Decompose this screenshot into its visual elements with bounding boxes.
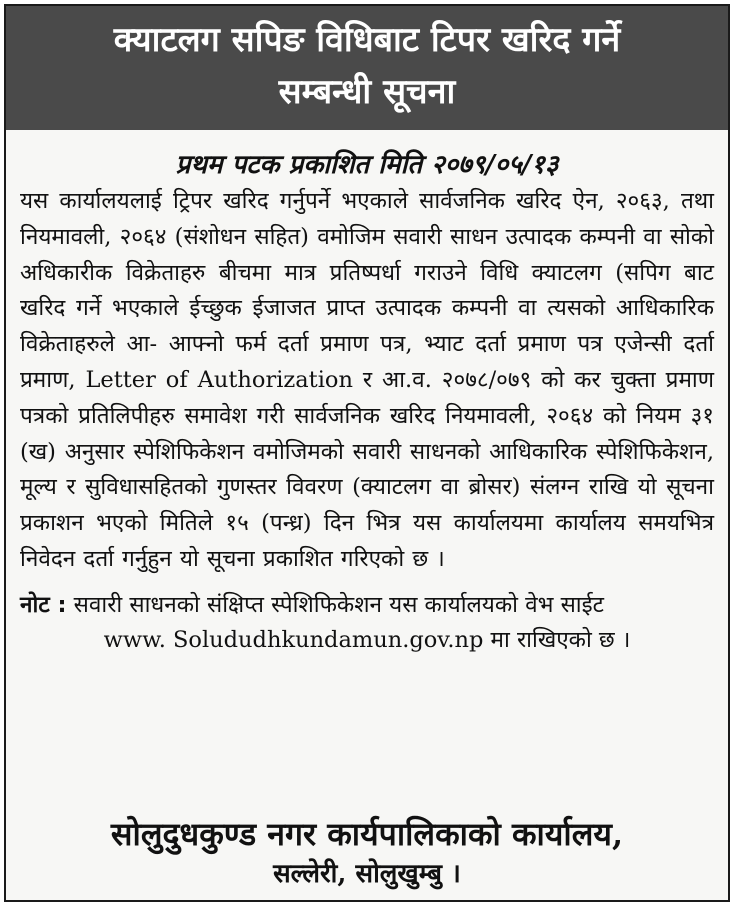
issuer-office: सोलुदुधकुण्ड नगर कार्यपालिकाको कार्यालय, (110, 815, 624, 853)
notice-document (4, 4, 730, 902)
note-label: नोट : (20, 591, 67, 618)
issuer-address: सल्लेरी, सोलुखुम्बु । (273, 859, 461, 889)
notice-title-line2: सम्बन्धी सूचना (278, 72, 456, 112)
issuer-block (6, 812, 728, 892)
note-section (20, 588, 714, 658)
notice-header (6, 6, 728, 130)
note-text: सवारी साधनको संक्षिप्त स्पेशिफिकेशन यस कार्यालयको वेभ साईट (73, 591, 605, 618)
notice-title-line1: क्याटलग सपिङ विधिबाट टिपर खरिद गर्ने (113, 20, 621, 60)
publication-date: प्रथम पटक प्रकाशित मिति २०७९/०५/१३ (175, 150, 559, 180)
note-website-line: www. Solududhkundamun.gov.np मा राखिएको छ । (103, 626, 631, 653)
notice-body: यस कार्यालयलाई ट्रिपर खरिद गर्नुपर्ने भएकाले सार्वजनिक खरिद ऐन, २०६३, तथा नियमावली, २०६४ (संशोधन सहित) वमोजिम सवारी साधन उत्पादक कम्पनी वा सोको अधिकारीक विक्रेताहरु बीचमा मात्र प्रतिष्पर्धा गराउने विधि क्याटलग (सपिग बाट खरिद गर्ने भएकाले ईच्छुक ईजाजत प्राप्त उत्पादक कम्पनी वा त्यसको आधिकारिक विक्रेताहरुले आ- आफ्नो फर्म दर्ता प्रमाण पत्र, भ्याट दर्ता प्रमाण पत्र एजेन्सी दर्ता प्रमाण, Letter of Authorization र आ.व. २०७८/०७९ को कर चुक्ता प्रमाण पत्रको प्रतिलिपीहरु समावेश गरी सार्वजनिक खरिद नियमावली, २०६४ को नियम ३१ (ख) अनुसार स्पेशिफिकेशन वमोजिमको सवारी साधनको आधिकारिक स्पेशिफिकेशन, मूल्य र सुविधासहितको गुणस्तर विवरण (क्याटलग वा ब्रोसर) संलग्न राखि यो सूचना प्रकाशन भएको मितिले १५ (पन्ध्र) दिन भित्र यस कार्यालयमा कार्यालय समयभित्र निवेदन दर्ता गर्नुहुन यो सूचना प्रकाशित गरिएको छ । (20, 188, 714, 572)
